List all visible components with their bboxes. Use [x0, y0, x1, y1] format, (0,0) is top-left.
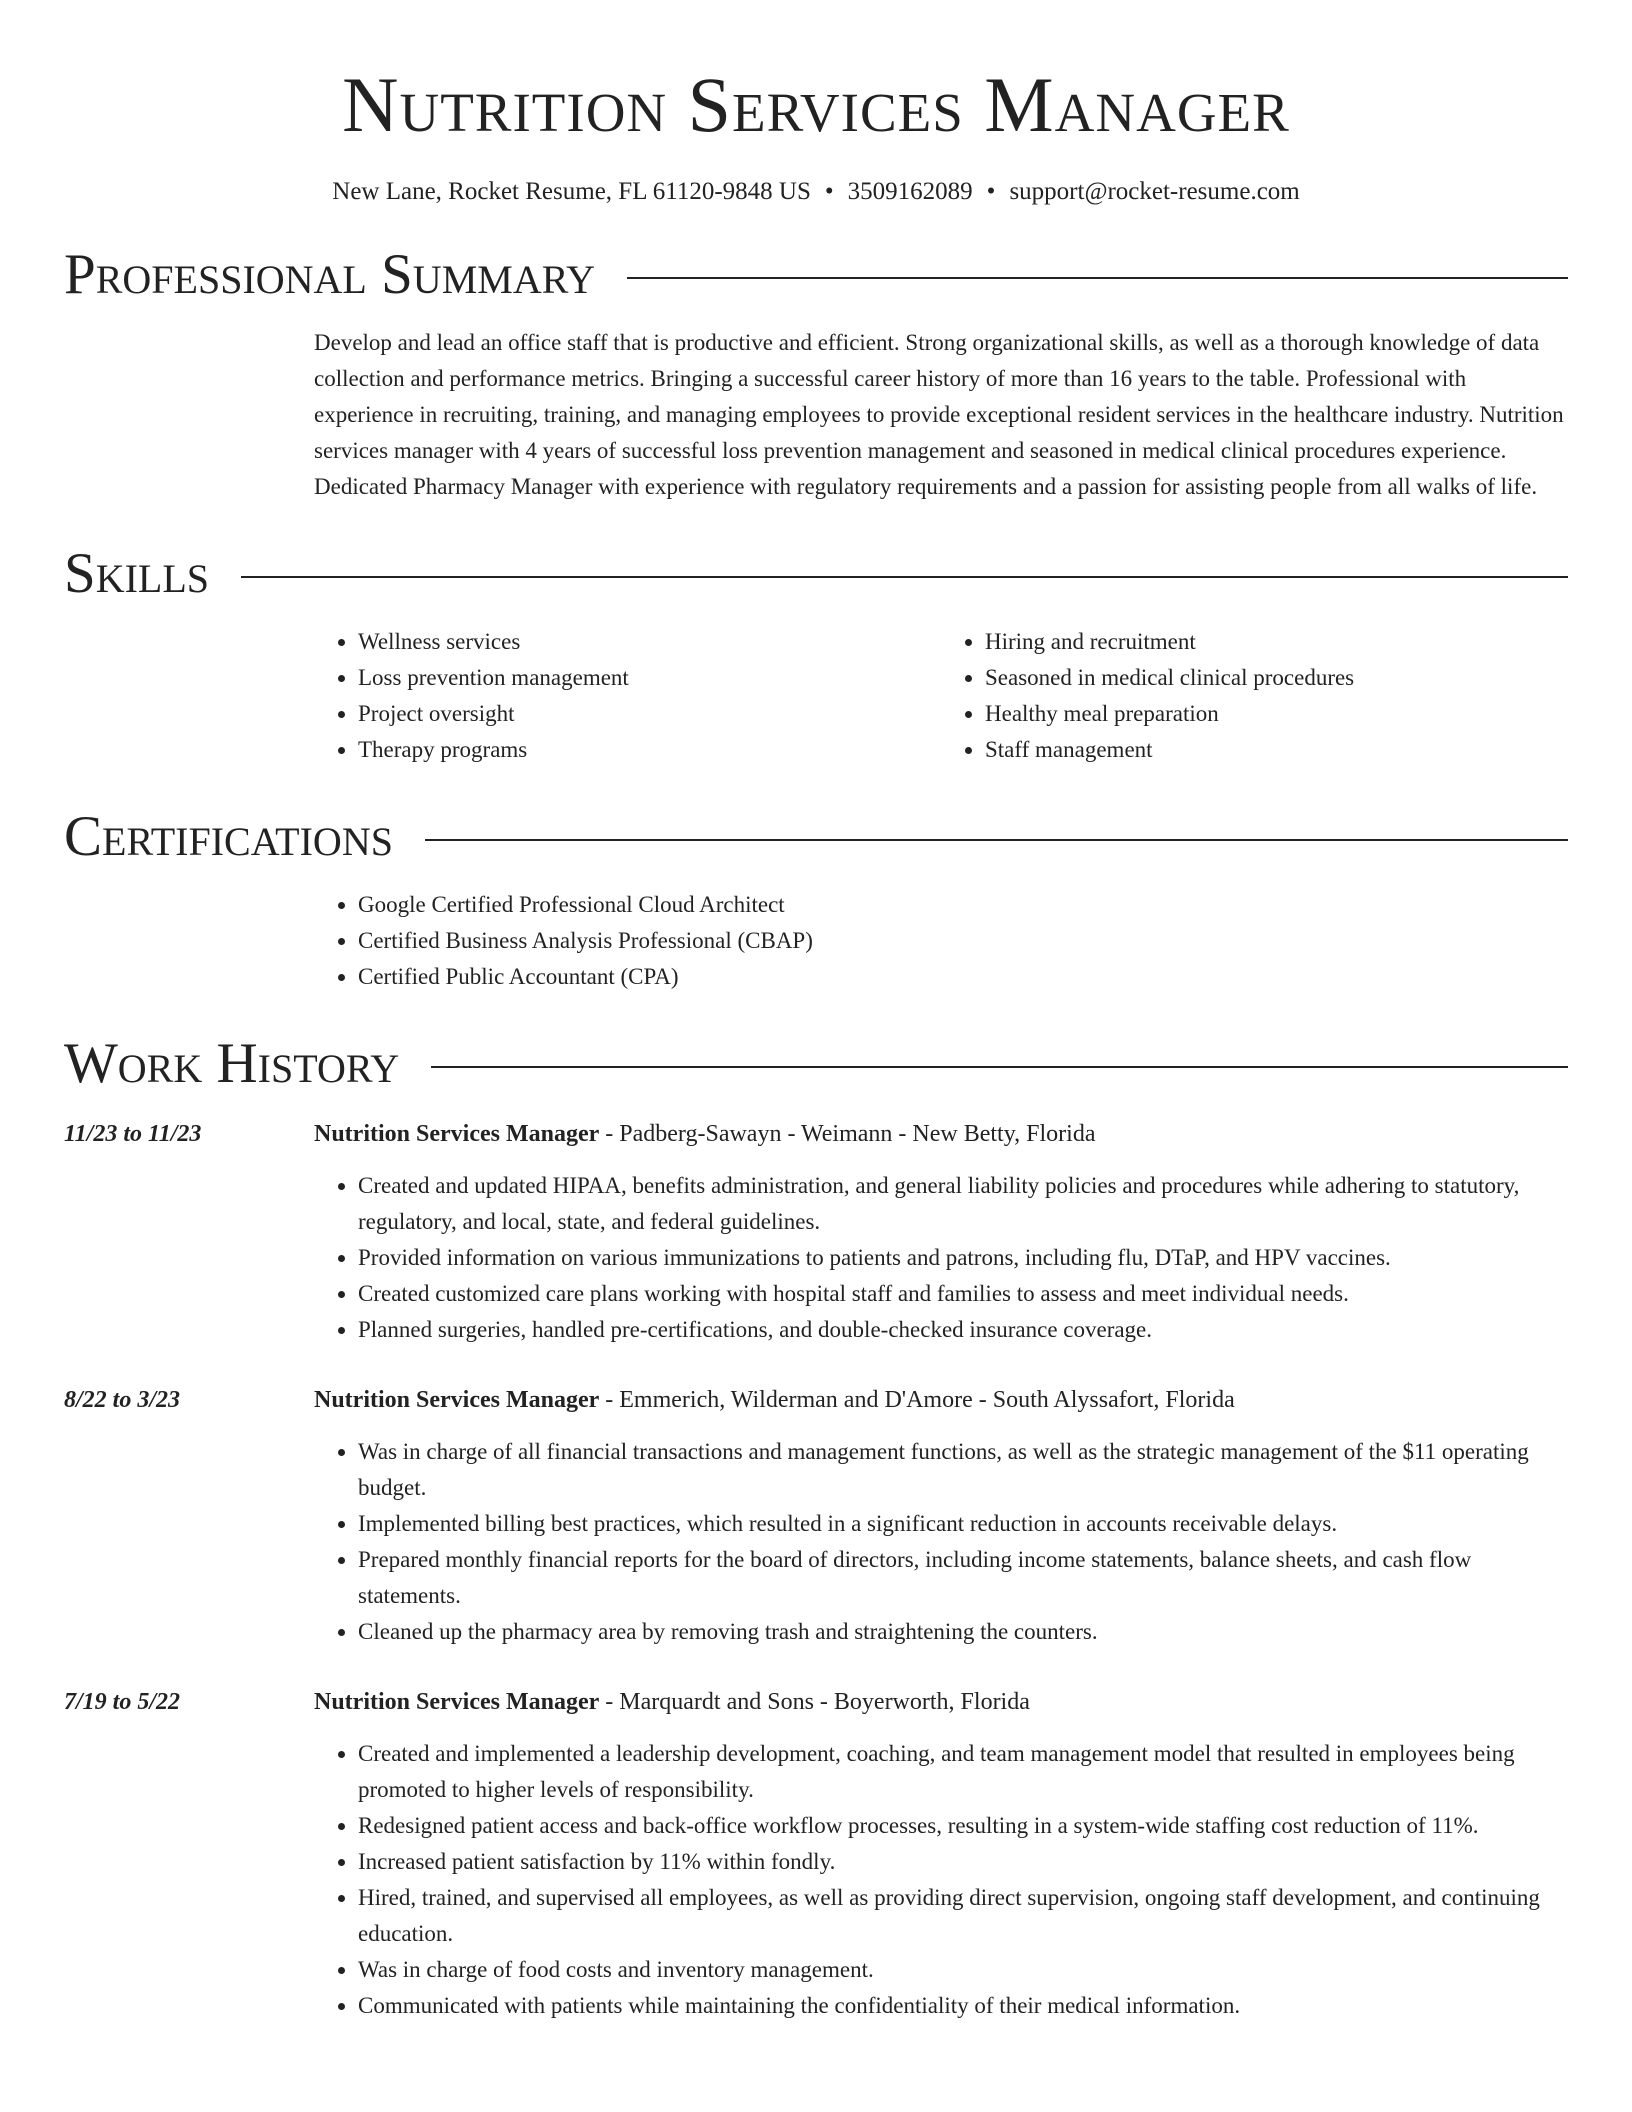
summary-section-header [64, 243, 1568, 306]
skill-item: • Wellness services [358, 624, 941, 660]
job-bullet: • Hired, trained, and supervised all employees, as well as providing direct supervision, ongoing staff development, and continuing education. [358, 1880, 1568, 1952]
job-bullets [314, 1434, 1568, 1650]
skills-list [314, 624, 1568, 768]
contact-email: support@rocket-resume.com [1009, 178, 1300, 205]
job-bullet: • Prepared monthly financial reports for the board of directors, including income statements, balance sheets, and cash flow statements. [358, 1542, 1568, 1614]
skills-section-header [64, 542, 1568, 605]
job-dates: 11/23 to 11/23 [64, 1121, 202, 1147]
job-entry [64, 1684, 1568, 2024]
certifications-heading: Certifications [64, 805, 393, 868]
skill-item: • Project oversight [358, 696, 941, 732]
skills-heading: Skills [64, 542, 210, 605]
job-bullet: • Increased patient satisfaction by 11% within fondly. [358, 1844, 1568, 1880]
contact-separator: • [824, 178, 834, 205]
job-bullets [314, 1168, 1568, 1348]
job-title: Nutrition Services Manager [314, 1689, 600, 1715]
job-bullet: • Communicated with patients while maintaining the confidentiality of their medical information. [358, 1988, 1568, 2024]
certifications-section-header [64, 805, 1568, 868]
certification-item: • Certified Public Accountant (CPA) [358, 959, 1568, 995]
section-divider [425, 839, 1568, 841]
job-title-line [314, 1382, 1568, 1418]
skills-column-right [941, 624, 1568, 768]
job-bullets [314, 1736, 1568, 2024]
job-bullet: • Was in charge of all financial transactions and management functions, as well as the strategic management of the $11 operating budget. [358, 1434, 1568, 1506]
job-title-line [314, 1116, 1568, 1152]
skill-item: • Therapy programs [358, 732, 941, 768]
job-bullet: • Was in charge of food costs and inventory management. [358, 1952, 1568, 1988]
job-title-line [314, 1684, 1568, 1720]
certification-item: • Google Certified Professional Cloud Architect [358, 887, 1568, 923]
job-entry [64, 1382, 1568, 1650]
job-employer: - Marquardt and Sons - Boyerworth, Florida [599, 1689, 1030, 1715]
certification-item: • Certified Business Analysis Professional (CBAP) [358, 923, 1568, 959]
work-history-heading: Work History [64, 1032, 400, 1095]
job-dates: 7/19 to 5/22 [64, 1689, 181, 1715]
skill-item: • Healthy meal preparation [985, 696, 1568, 732]
job-bullet: • Cleaned up the pharmacy area by removing trash and straightening the counters. [358, 1614, 1568, 1650]
summary-text: Develop and lead an office staff that is productive and efficient. Strong organizational skills, as well as a thorough knowledge of data collection and performance metrics. Bringing a successful career history of more than 16 years to the table. Professional with experience in recruiting, training, and managing employees to provide exceptional resident services in the healthcare industry. Nutrition services manager with 4 years of successful loss prevention management and seasoned in medical clinical procedures experience. Dedicated Pharmacy Manager with experience with regulatory requirements and a passion for assisting people from all walks of life. [314, 330, 1564, 499]
job-bullet: • Created and updated HIPAA, benefits administration, and general liability policies and procedures while adhering to statutory, regulatory, and local, state, and federal guidelines. [358, 1168, 1568, 1240]
job-employer: - Emmerich, Wilderman and D'Amore - South Alyssafort, Florida [599, 1387, 1235, 1413]
section-divider [431, 1066, 1568, 1068]
job-bullet: • Provided information on various immunizations to patients and patrons, including flu, DTaP, and HPV vaccines. [358, 1240, 1568, 1276]
job-title: Nutrition Services Manager [314, 1121, 600, 1147]
contact-separator: • [986, 178, 996, 205]
job-bullet: • Created and implemented a leadership development, coaching, and team management model that resulted in employees being promoted to higher levels of responsibility. [358, 1736, 1568, 1808]
job-bullet: • Redesigned patient access and back-office workflow processes, resulting in a system-wide staffing cost reduction of 11%. [358, 1808, 1568, 1844]
summary-heading: Professional Summary [64, 243, 596, 306]
work-history-section-header [64, 1032, 1568, 1095]
skill-item: • Staff management [985, 732, 1568, 768]
section-divider [241, 576, 1568, 578]
job-entry [64, 1116, 1568, 1348]
contact-address: New Lane, Rocket Resume, FL 61120-9848 US [332, 178, 811, 205]
job-bullet: • Implemented billing best practices, which resulted in a significant reduction in accounts receivable delays. [358, 1506, 1568, 1542]
job-dates: 8/22 to 3/23 [64, 1387, 181, 1413]
skill-item: • Hiring and recruitment [985, 624, 1568, 660]
certifications-list [314, 887, 1568, 995]
skills-column-left [314, 624, 941, 768]
job-employer: - Padberg-Sawayn - Weimann - New Betty, Florida [599, 1121, 1096, 1147]
contact-line [64, 178, 1568, 206]
section-divider [627, 277, 1568, 279]
job-bullet: • Created customized care plans working with hospital staff and families to assess and meet individual needs. [358, 1276, 1568, 1312]
job-bullet: • Planned surgeries, handled pre-certifications, and double-checked insurance coverage. [358, 1312, 1568, 1348]
job-title: Nutrition Services Manager [314, 1387, 600, 1413]
contact-phone: 3509162089 [847, 178, 973, 205]
skill-item: • Loss prevention management [358, 660, 941, 696]
skill-item: • Seasoned in medical clinical procedures [985, 660, 1568, 696]
resume-name: Nutrition Services Manager [342, 61, 1290, 148]
